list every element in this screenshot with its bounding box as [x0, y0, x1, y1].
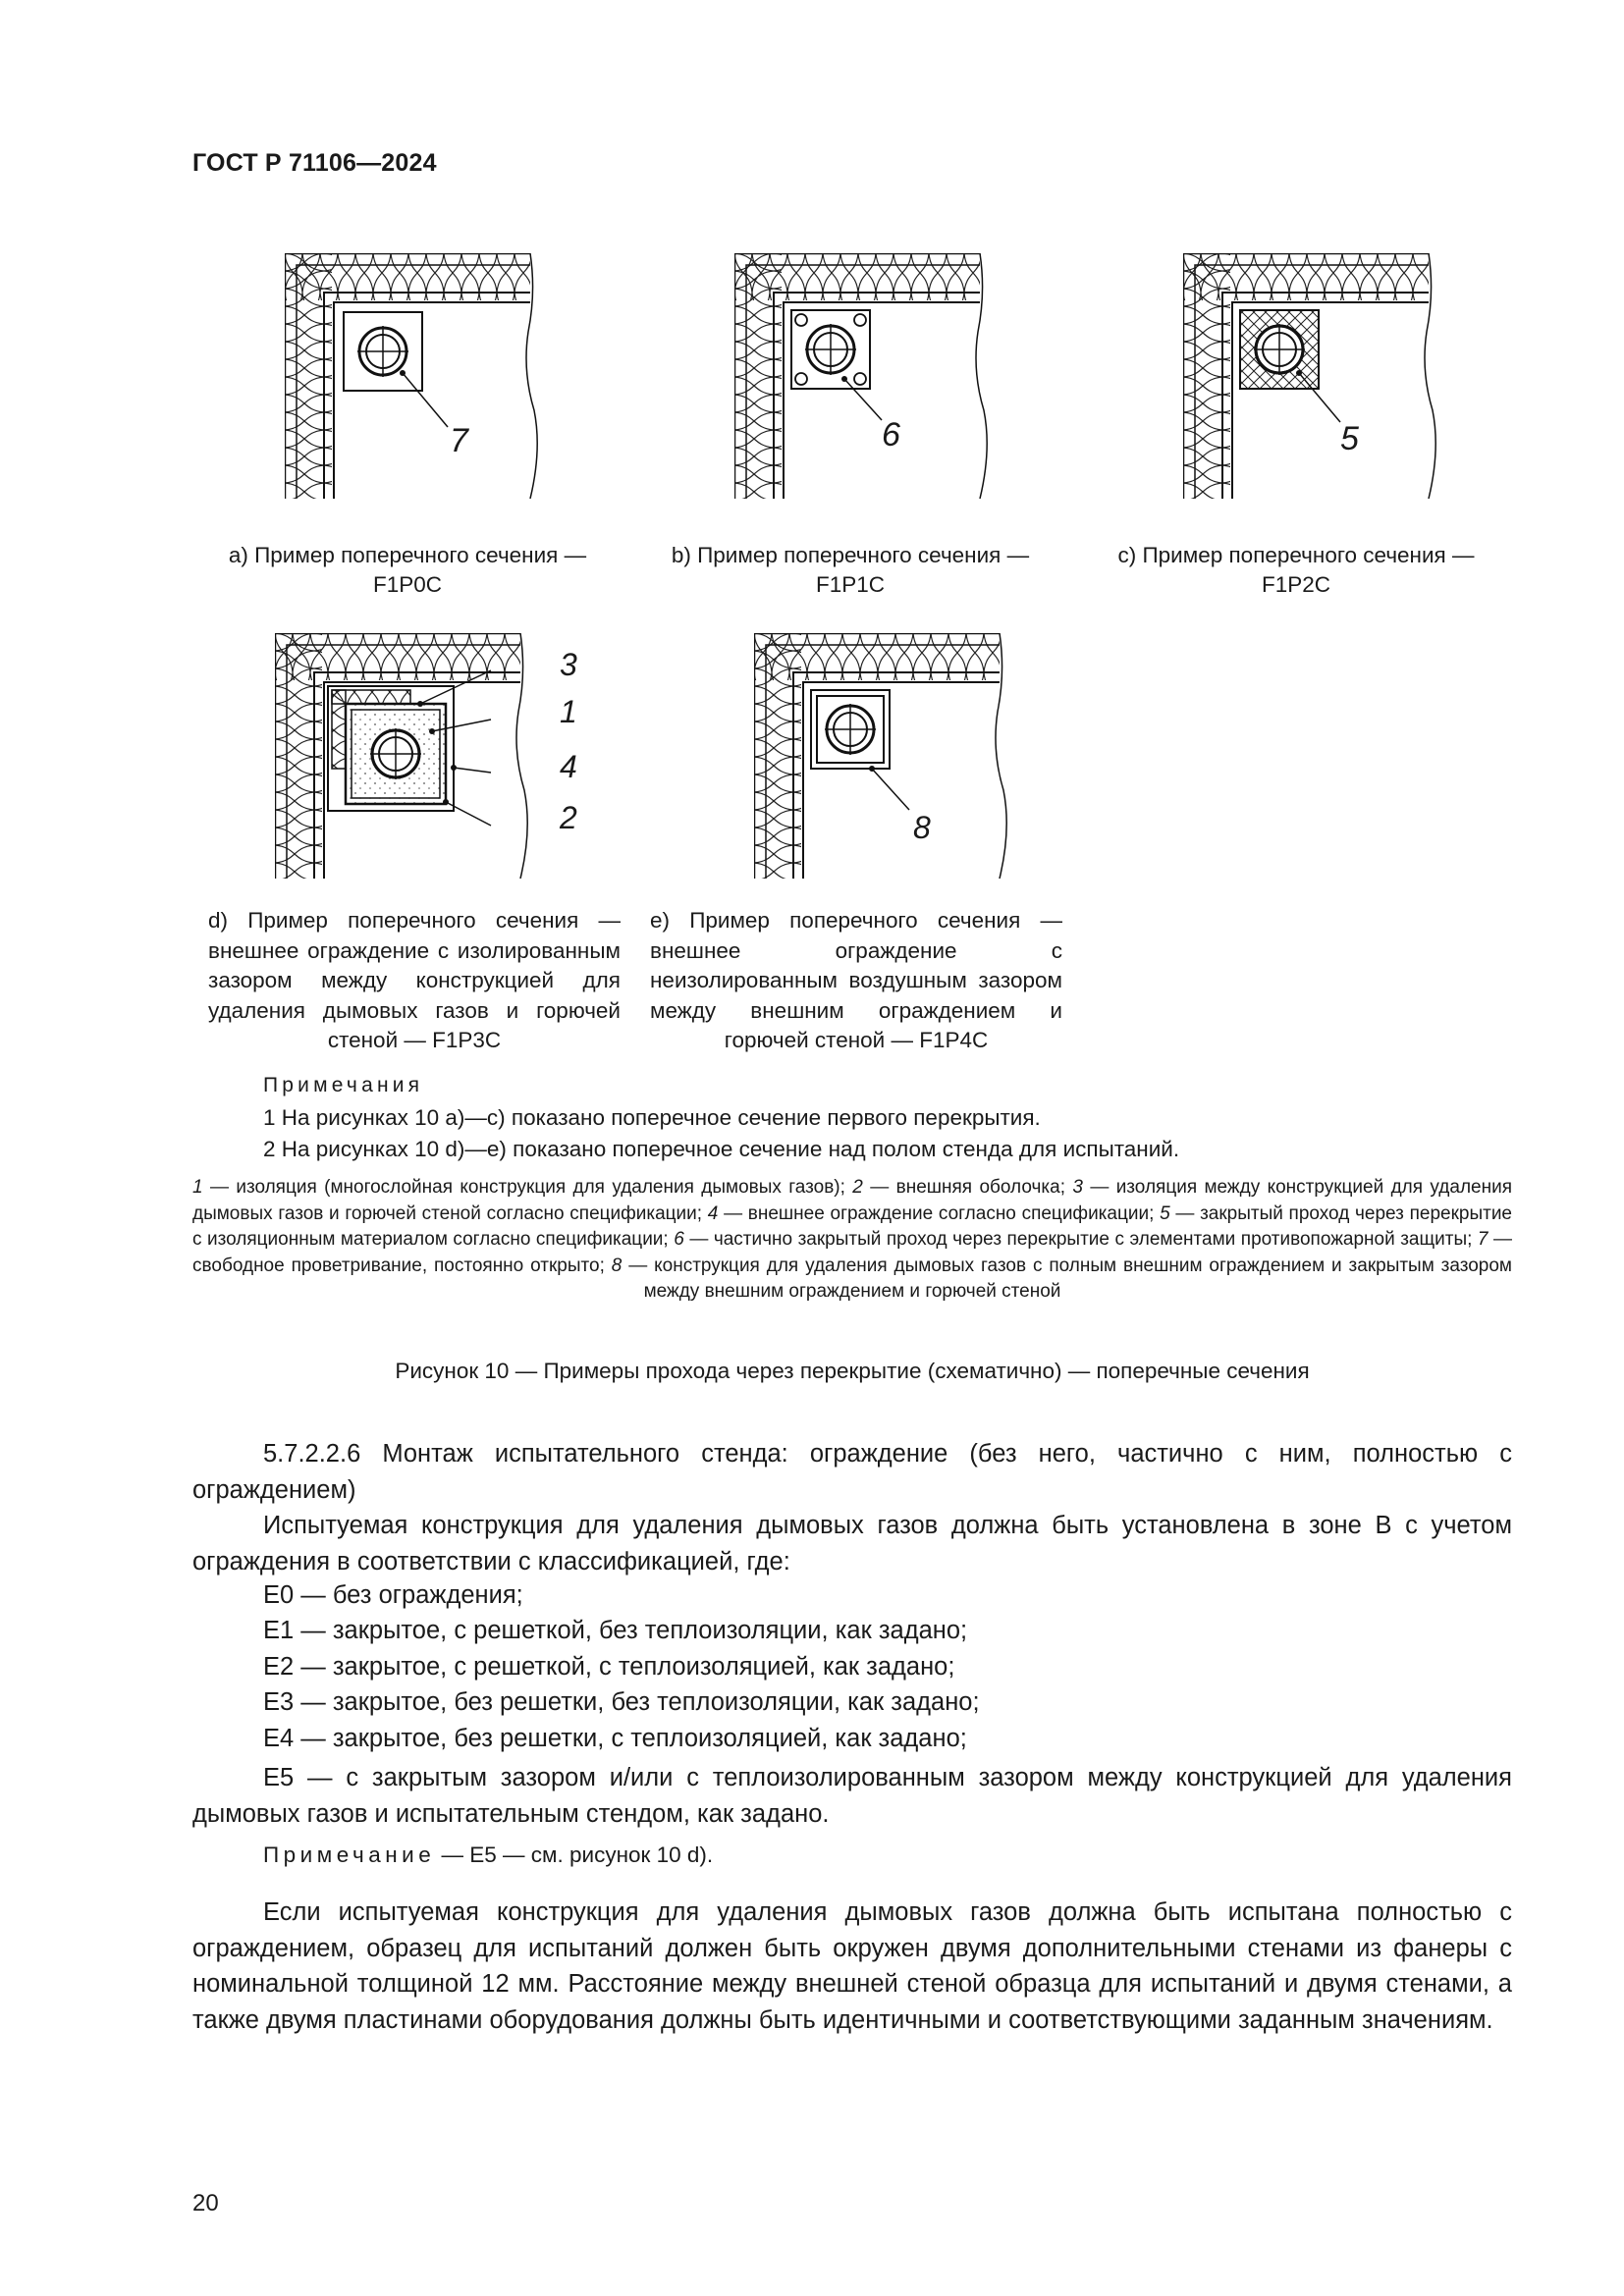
class-e4: E4 — закрытое, без решетки, с теплоизоляцией, как задано;	[263, 1725, 967, 1752]
legend-text-3: — изоляция между конструкцией для удаления дымовых газов и горючей стеной согласно спецификации;	[192, 1177, 1512, 1224]
legend-num-7: 7	[1477, 1229, 1489, 1250]
legend-text-6: — частично закрытый проход через перекрытие с элементами противопожарной защиты;	[683, 1229, 1478, 1250]
page-number: 20	[192, 2190, 219, 2216]
caption-b: b) Пример поперечного сечения — F1P1C	[671, 543, 1030, 597]
figure-legend	[192, 1175, 1512, 1306]
caption-c: c) Пример поперечного сечения — F1P2C	[1117, 543, 1475, 597]
legend-text-8: — конструкция для удаления дымовых газов с полным внешним ограждением и закрытым зазором между внешним ограждением и горючей стеной	[622, 1255, 1512, 1302]
legend-num-3: 3	[1072, 1177, 1083, 1198]
figure-b	[734, 253, 990, 499]
legend-text-4: — внешнее ограждение согласно спецификации;	[718, 1202, 1161, 1224]
callout-4: 4	[560, 749, 577, 784]
note-2: 2 На рисунках 10 d)—e) показано поперечное сечение над полом стенда для испытаний.	[263, 1137, 1180, 1161]
caption-e: e) Пример поперечного сечения — внешнее ограждение с неизолированным воздушным зазором между внешним ограждением и горючей стеной — F1P4C	[650, 908, 1062, 1052]
legend-num-4: 4	[707, 1202, 719, 1224]
legend-num-6: 6	[674, 1229, 684, 1250]
legend-num-5: 5	[1160, 1202, 1170, 1224]
callout-1: 1	[560, 694, 577, 729]
notes-title: Примечания	[263, 1074, 424, 1096]
figure-d	[275, 633, 589, 879]
class-e5: E5 — с закрытым зазором и/или с теплоизолированным зазором между конструкцией для удаления дымовых газов и испытательным стендом, как задано.	[192, 1764, 1512, 1828]
caption-d: d) Пример поперечного сечения — внешнее ограждение с изолированным зазором между конструкцией для удаления дымовых газов и горючей стеной — F1P3C	[208, 908, 621, 1052]
class-e3: E3 — закрытое, без решетки, без теплоизоляции, как задано;	[263, 1688, 980, 1716]
legend-text-5: — закрытый проход через перекрытие с изоляционным материалом согласно спецификации;	[192, 1202, 1512, 1250]
callout-5: 5	[1340, 420, 1359, 457]
figure-c	[1183, 253, 1438, 499]
body-note	[263, 1842, 713, 1868]
legend-num-1: 1	[192, 1177, 203, 1198]
class-e2: E2 — закрытое, с решеткой, с теплоизоляцией, как задано;	[263, 1653, 955, 1681]
caption-a: a) Пример поперечного сечения — F1P0C	[228, 543, 587, 597]
class-e1: E1 — закрытое, с решеткой, без теплоизоляции, как задано;	[263, 1617, 968, 1644]
callout-6: 6	[882, 416, 900, 454]
legend-text-7: — свободное проветривание, постоянно открыто;	[192, 1229, 1513, 1276]
note-1: 1 На рисунках 10 a)—c) показано поперечное сечение первого перекрытия.	[263, 1105, 1041, 1130]
figure-a	[285, 253, 540, 499]
intro-paragraph: Испытуемая конструкция для удаления дымовых газов должна быть установлена в зоне B с учетом ограждения в соответствии с классификацией, где:	[192, 1512, 1512, 1575]
body-note-label: Примечание	[263, 1842, 436, 1867]
callout-2: 2	[560, 800, 577, 835]
legend-text-2: — внешняя оболочка;	[862, 1177, 1073, 1198]
figure-title: Рисунок 10 — Примеры прохода через перекрытие (схематично) — поперечные сечения	[395, 1359, 1310, 1383]
section-heading: 5.7.2.2.6 Монтаж испытательного стенда: ограждение (без него, частично с ним, полностью с ограждением)	[192, 1440, 1512, 1504]
class-e0: E0 — без ограждения;	[263, 1581, 523, 1609]
callout-8: 8	[913, 810, 931, 845]
document-header: ГОСТ Р 71106—2024	[192, 149, 437, 177]
final-paragraph: Если испытуемая конструкция для удаления дымовых газов должна быть испытана полностью с ограждением, образец для испытаний должен быть окружен двумя дополнительными стенами из фанеры с номинальной толщиной 12 мм. Расстояние между внешней стеной образца для испытаний и двумя стенами, а также двумя пластинами оборудования должны быть идентичными и соответствующими заданным значениям.	[192, 1898, 1512, 2034]
legend-text-1: — изоляция (многослойная конструкция для удаления дымовых газов);	[202, 1177, 853, 1198]
legend-num-2: 2	[852, 1177, 863, 1198]
callout-7: 7	[450, 422, 468, 459]
figure-e	[754, 633, 1009, 879]
legend-num-8: 8	[611, 1255, 623, 1276]
callout-3: 3	[560, 647, 577, 682]
body-note-text: — E5 — см. рисунок 10 d).	[435, 1842, 714, 1867]
